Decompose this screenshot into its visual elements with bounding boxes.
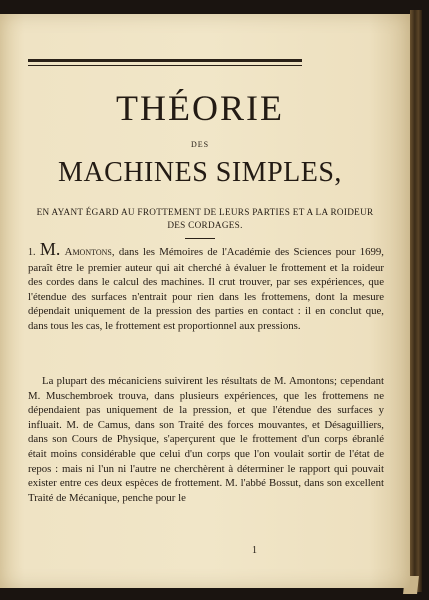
paragraph-number: 1. [28,247,36,258]
main-heading: MACHINES SIMPLES, [58,157,342,188]
drop-initial: M. [39,239,61,259]
paragraph-2: La plupart des mécaniciens suivirent les résultats de M. Amontons; cependant M. Muschembroek trouva, dans plusieurs expériences, que les frottemens ne dépendaient pas uniquement de la pression, et que l'étendue des surfaces y influait. M. de Camus, dans son Traité des forces mouvantes, et Désaguilliers, dans son Cours de Physique, s'aperçurent que le frottement d'un corps ébranlé était moins considérable que celui d'un corps que l'on voulait sortir de l'état de repos : mais ni l'un ni l'autre ne cherchèrent à déterminer le rapport qui pouvait exister entre ces deux espèces de frottement. M. l'abbé Bossut, dans son excellent Traité de Mécanique, penche pour le [28,375,384,504]
title-connector: DES [190,140,210,149]
header-rule-thick [28,59,302,62]
book-spine-edge [410,10,422,592]
paragraph-1 [28,239,385,334]
author-name: Amontons [64,246,112,258]
subtitle: EN AYANT ÉGARD AU FROTTEMENT DE LEURS PARTIES ET A LA ROIDEUR DES CORDAGES. [36,207,374,230]
book-page [0,14,410,588]
paragraph-1-text: , dans les Mémoires de l'Académie des Sciences pour 1699, paraît être le premier auteur qui ait cherché à évaluer le frottement et la roideur des cordes dans le calcul des machines. Il crut trouver, par ses expériences, que l'étendue des surfaces n'entrait pour rien dans les frottemens, dont la mesure dépendait uniquement de la pression des parties en contact : il en conclut que, dans tous les cas, le frottement est proportionnel aux pressions. [28,246,385,332]
page-title: THÉORIE [116,88,284,128]
header-rule-thin [28,65,302,66]
page-number: 1 [252,545,257,556]
section-divider [185,238,215,239]
